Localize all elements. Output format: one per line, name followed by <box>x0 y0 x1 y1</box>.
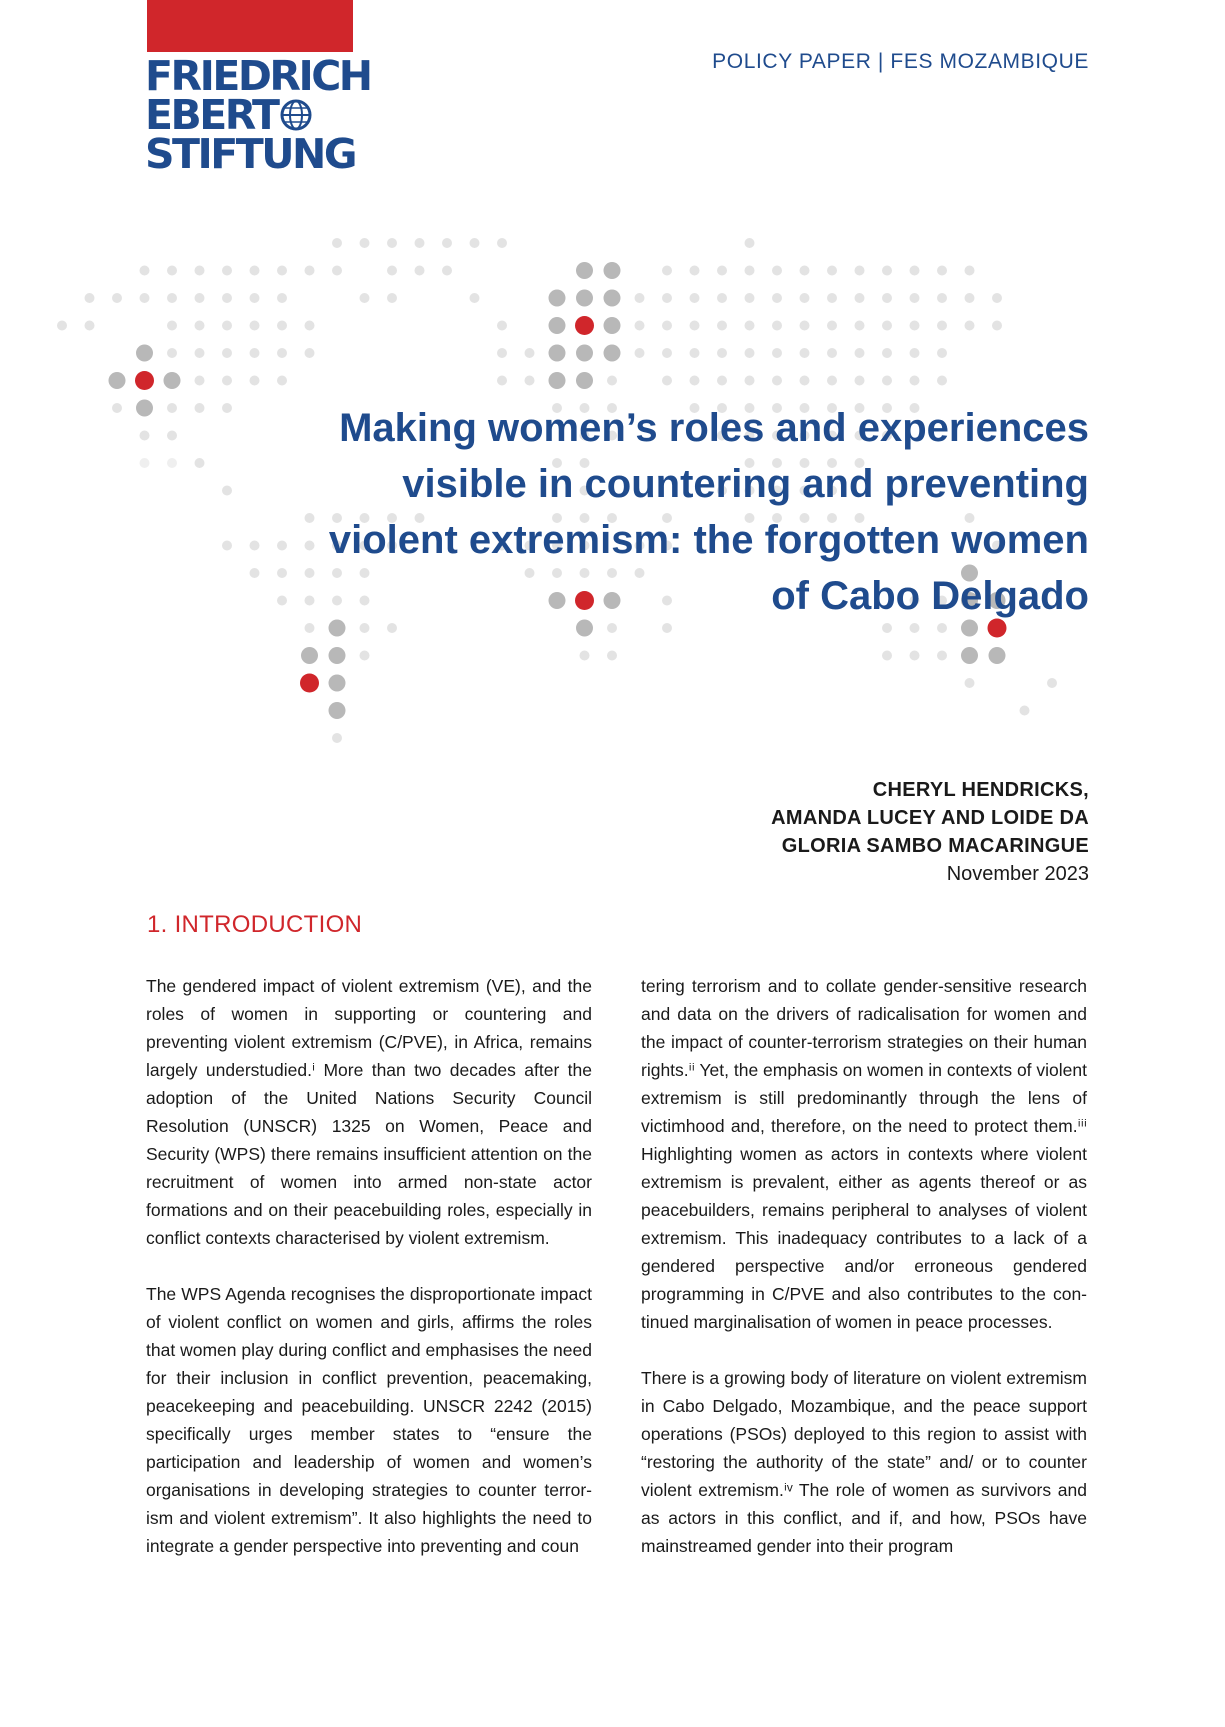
globe-icon <box>279 98 313 132</box>
map-dot <box>332 238 342 248</box>
map-dot <box>442 238 452 248</box>
map-dot <box>470 238 480 248</box>
map-dot <box>937 651 947 661</box>
logo-line-3: STIFTUNG <box>145 129 355 178</box>
publication-date: November 2023 <box>946 863 1089 885</box>
map-dot <box>195 348 205 358</box>
paragraph: The WPS Agenda recognises the disproportionate impact of violent conflict on women and girls, affirms the roles that women play during conflict and emphasises the need for their inclusion in conflict prevention, peacemaking, peacekeeping and peacebuilding. UNSCR 2242 (2015) specifically urges member states to “ensure the participation and leadership of women and women’s organisations in developing strategies to counter terrorism and violent extremism”. It also highlights the need to integrate a gender perspective into preventing and coun <box>146 1284 592 1556</box>
map-dot <box>855 293 865 303</box>
map-dot <box>882 623 892 633</box>
map-dot <box>305 623 315 633</box>
map-dot <box>250 266 260 276</box>
logo-red-bar <box>147 0 353 52</box>
map-dot <box>910 376 920 386</box>
map-dot <box>576 262 593 279</box>
header-label: POLICY PAPER | FES MOZAMBIQUE <box>712 50 1089 73</box>
map-dot <box>112 403 122 413</box>
map-dot <box>415 238 425 248</box>
map-dot <box>222 321 232 331</box>
map-dot <box>329 675 346 692</box>
map-dot <box>855 376 865 386</box>
author-block <box>771 776 1089 888</box>
map-dot <box>607 376 617 386</box>
map-dot <box>360 623 370 633</box>
map-dot <box>910 321 920 331</box>
map-dot <box>136 345 153 362</box>
map-dot <box>690 266 700 276</box>
map-dot <box>195 293 205 303</box>
map-dot <box>195 376 205 386</box>
map-dot <box>717 293 727 303</box>
map-dot <box>690 376 700 386</box>
map-dot <box>745 293 755 303</box>
map-dot <box>800 266 810 276</box>
map-dot <box>910 293 920 303</box>
map-dot <box>937 623 947 633</box>
map-dot <box>635 321 645 331</box>
map-dot <box>910 348 920 358</box>
map-dot <box>576 290 593 307</box>
map-dot <box>772 321 782 331</box>
map-dot <box>882 293 892 303</box>
map-dot <box>329 702 346 719</box>
map-dot <box>855 348 865 358</box>
map-dot <box>662 321 672 331</box>
map-dot <box>497 321 507 331</box>
map-dot <box>827 348 837 358</box>
map-dot <box>167 403 177 413</box>
map-dot <box>167 321 177 331</box>
map-dot <box>332 266 342 276</box>
map-dot <box>717 376 727 386</box>
map-dot <box>989 647 1006 664</box>
map-dot <box>1020 706 1030 716</box>
map-dot <box>305 348 315 358</box>
map-dot <box>140 458 150 468</box>
map-dot <box>961 647 978 664</box>
map-dot <box>301 647 318 664</box>
map-dot <box>112 293 122 303</box>
map-dot <box>937 321 947 331</box>
map-dot <box>442 266 452 276</box>
map-dot <box>140 266 150 276</box>
title-line-4: of Cabo Delgado <box>771 574 1089 618</box>
map-dot <box>992 293 1002 303</box>
map-dot <box>690 321 700 331</box>
map-dot <box>800 321 810 331</box>
map-dot <box>360 651 370 661</box>
map-dot <box>635 293 645 303</box>
map-dot <box>937 266 947 276</box>
map-dot <box>360 293 370 303</box>
map-dot <box>800 293 810 303</box>
map-dot <box>277 266 287 276</box>
map-dot <box>525 348 535 358</box>
body-column-right <box>641 972 1087 1588</box>
map-dot <box>607 623 617 633</box>
map-dot <box>195 321 205 331</box>
map-dot <box>576 345 593 362</box>
map-dot <box>965 293 975 303</box>
body-column-left <box>146 972 592 1588</box>
map-dot <box>387 266 397 276</box>
map-dot <box>772 266 782 276</box>
map-dot <box>604 262 621 279</box>
logo-line-2-text: EBERT <box>145 90 278 139</box>
map-dot <box>910 266 920 276</box>
map-dot <box>882 321 892 331</box>
map-dot <box>992 321 1002 331</box>
map-dot <box>662 266 672 276</box>
title-line-1: Making women’s roles and experiences <box>339 406 1089 450</box>
map-dot <box>195 266 205 276</box>
map-dot <box>717 321 727 331</box>
map-dot <box>965 321 975 331</box>
map-dot <box>387 293 397 303</box>
map-dot-highlight <box>135 371 154 390</box>
map-dot <box>85 321 95 331</box>
map-dot <box>576 372 593 389</box>
map-dot <box>604 317 621 334</box>
paragraph: tering terrorism and to collate gender-sensitive research and data on the drivers of radicalisation for women and the impact of counter-terrorism strategies on their human rights.ⁱⁱ Yet, the emphasis on women in contexts of violent extremism is still predominantly through the lens of victimhood and, therefore, on the need to protect them.ⁱⁱⁱ Highlighting women as actors in contexts where violent extremism is prevalent, either as agents thereof or as peacebuilders, remains peripheral to analyses of violent extremism. This inadequacy contributes to a lack of a gendered perspective and/or erroneous gendered programming in C/PVE and also contributes to the continued marginalisation of women in peace processes. <box>641 976 1087 1332</box>
map-dot-highlight <box>300 674 319 693</box>
map-dot <box>717 348 727 358</box>
map-dot <box>305 266 315 276</box>
map-dot <box>827 321 837 331</box>
map-dot <box>164 372 181 389</box>
paragraph: The gendered impact of violent extremism (VE), and the roles of women in supporting or countering and preventing violent extremism (C/PVE), in Africa, remains largely understudied.ⁱ More than two decades after the adoption of the United Nations Security Council Resolution (UNSCR) 1325 on Women, Peace and Security (WPS) there remains insufficient attention on the recruitment of women into armed non-state actor formations and on their peacebuilding roles, especially in conflict contexts characterised by violent extremism. <box>146 976 592 1248</box>
map-dot <box>525 376 535 386</box>
map-dot <box>690 293 700 303</box>
map-dot <box>497 238 507 248</box>
map-dot <box>549 372 566 389</box>
map-dot <box>607 651 617 661</box>
paragraph: There is a growing body of literature on violent extremism in Cabo Delgado, Mozambique, and the peace support operations (PSOs) deployed to this region to assist with “restoring the authority of the state” and/ or to counter violent extremism.ⁱᵛ The role of women as survivors and as actors in this conflict, and if, and how, PSOs have mainstreamed gender into their program <box>641 1368 1087 1556</box>
map-dot <box>222 376 232 386</box>
fes-logo <box>145 51 371 178</box>
map-dot <box>604 290 621 307</box>
map-dot <box>277 321 287 331</box>
map-dot <box>772 293 782 303</box>
map-dot <box>910 623 920 633</box>
map-dot <box>222 348 232 358</box>
logo-line-1: FRIEDRICH <box>145 51 371 100</box>
map-dot <box>882 651 892 661</box>
map-dot <box>85 293 95 303</box>
map-dot <box>800 348 810 358</box>
map-dot <box>827 293 837 303</box>
map-dot <box>855 266 865 276</box>
map-dot <box>745 238 755 248</box>
title-line-3: violent extremism: the forgotten women <box>328 518 1089 562</box>
map-dot <box>222 293 232 303</box>
map-dot <box>662 376 672 386</box>
map-dot <box>690 348 700 358</box>
map-dot <box>1047 678 1057 688</box>
map-dot <box>250 321 260 331</box>
map-dot <box>109 372 126 389</box>
map-dot <box>882 376 892 386</box>
map-dot <box>745 266 755 276</box>
map-dot <box>965 678 975 688</box>
map-dot <box>305 321 315 331</box>
map-dot <box>827 376 837 386</box>
map-dot <box>497 348 507 358</box>
map-dot <box>549 290 566 307</box>
map-dot <box>549 317 566 334</box>
map-dot <box>937 376 947 386</box>
map-dot <box>604 345 621 362</box>
map-dot <box>497 376 507 386</box>
map-dot <box>167 431 177 441</box>
map-dot <box>717 266 727 276</box>
map-dot <box>167 266 177 276</box>
map-dot <box>745 321 755 331</box>
author-line-1: CHERYL HENDRICKS, <box>872 779 1089 801</box>
map-dot <box>136 400 153 417</box>
map-dot <box>415 266 425 276</box>
map-dot <box>745 376 755 386</box>
author-line-2: AMANDA LUCEY AND LOIDE DA <box>771 807 1089 829</box>
map-dot <box>772 376 782 386</box>
map-dot <box>635 348 645 358</box>
author-line-3: GLORIA SAMBO MACARINGUE <box>781 835 1089 857</box>
map-dot <box>855 321 865 331</box>
map-dot <box>580 651 590 661</box>
map-dot <box>662 293 672 303</box>
map-dot <box>662 348 672 358</box>
map-dot <box>250 293 260 303</box>
map-dot <box>937 293 947 303</box>
logo-line-2 <box>145 90 360 139</box>
map-dot <box>140 293 150 303</box>
map-dot <box>277 348 287 358</box>
map-dot <box>662 623 672 633</box>
map-dot <box>937 348 947 358</box>
map-dot <box>965 266 975 276</box>
page-title <box>189 400 1089 624</box>
map-dot <box>882 266 892 276</box>
map-dot <box>167 458 177 468</box>
map-dot <box>470 293 480 303</box>
map-dot <box>387 238 397 248</box>
map-dot <box>222 266 232 276</box>
map-dot <box>329 647 346 664</box>
map-dot <box>57 321 67 331</box>
map-dot <box>332 733 342 743</box>
map-dot <box>277 293 287 303</box>
map-dot <box>882 348 892 358</box>
map-dot <box>277 376 287 386</box>
map-dot <box>772 348 782 358</box>
map-dot-highlight <box>575 316 594 335</box>
map-dot <box>167 348 177 358</box>
map-dot <box>387 623 397 633</box>
section-heading: 1. INTRODUCTION <box>147 911 363 938</box>
map-dot <box>549 345 566 362</box>
map-dot <box>167 293 177 303</box>
map-dot <box>250 348 260 358</box>
map-dot <box>745 348 755 358</box>
map-dot <box>800 376 810 386</box>
map-dot <box>910 651 920 661</box>
map-dot <box>360 238 370 248</box>
map-dot <box>140 431 150 441</box>
title-line-2: visible in countering and preventing <box>402 462 1089 506</box>
map-dot <box>250 376 260 386</box>
map-dot <box>827 266 837 276</box>
